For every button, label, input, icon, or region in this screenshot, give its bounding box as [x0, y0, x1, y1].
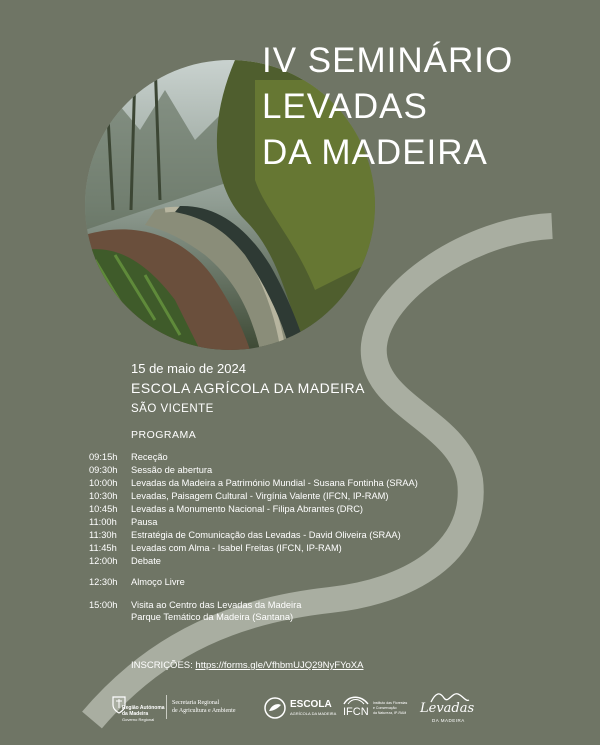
program-time: 11:30h [89, 530, 117, 540]
program-description: Receção [131, 452, 168, 462]
ifcn-name: IFCN [343, 706, 369, 718]
ifcn-sub-3: da Natureza, IP-RAM [373, 711, 407, 715]
escola-name: ESCOLA [290, 699, 332, 710]
program-time: 09:15h [89, 452, 118, 462]
program-description: Levadas, Paisagem Cultural - Virgínia Valente (IFCN, IP-RAM) [131, 491, 389, 501]
program-time: 10:00h [89, 478, 118, 488]
program-description: Pausa [131, 517, 158, 527]
raam-line-1: Região Autónoma [122, 705, 165, 711]
program-row [89, 555, 161, 567]
event-venue: ESCOLA AGRÍCOLA DA MADEIRA [131, 380, 365, 396]
program-row [89, 516, 157, 528]
program-time: 10:45h [89, 504, 118, 514]
program-description: Almoço Livre [131, 577, 185, 587]
registration-link[interactable]: https://forms.gle/VfhbmUJQ29NyFYoXA [195, 660, 364, 671]
program-row [89, 451, 168, 463]
ifcn-sub-2: e Conservação [373, 706, 397, 710]
escola-sub: AGRÍCOLA DA MADEIRA [290, 711, 337, 716]
ifcn-sub-1: Instituto das Florestas [373, 701, 408, 705]
program-row [89, 477, 418, 489]
program-description: Levadas a Monumento Nacional - Filipa Abrantes (DRC) [131, 504, 364, 514]
program-description: Debate [131, 556, 161, 566]
title-line-3: DA MADEIRA [262, 133, 488, 172]
registration-label: INSCRIÇÕES: [131, 660, 193, 671]
program-heading: PROGRAMA [131, 429, 197, 441]
registration-line [131, 660, 363, 671]
raam-line-3: Governo Regional [122, 717, 155, 722]
program-row [89, 542, 342, 554]
seminar-title [262, 38, 513, 176]
program-description: Estratégia de Comunicação das Levadas - David Oliveira (SRAA) [131, 530, 401, 540]
title-line-1: IV SEMINÁRIO [262, 41, 514, 80]
program-time: 11:45h [89, 543, 117, 553]
program-description: Sessão de abertura [131, 465, 213, 475]
logo-separator [166, 695, 167, 719]
program-time: 10:30h [89, 491, 118, 501]
program-description: Visita ao Centro das Levadas da Madeira [131, 600, 302, 610]
program-time: 11:00h [89, 517, 117, 527]
program-row [89, 576, 185, 588]
levadas-name: Levadas [420, 701, 475, 716]
event-town: SÃO VICENTE [131, 403, 214, 415]
levadas-sub: DA MADEIRA [432, 718, 465, 723]
program-row [89, 464, 212, 476]
program-row [89, 599, 301, 611]
program-row [89, 529, 401, 541]
program-time: 09:30h [89, 465, 118, 475]
logo-escola [264, 695, 337, 725]
event-date: 15 de maio de 2024 [131, 361, 246, 376]
program-time: 15:00h [89, 600, 118, 610]
logo-levadas [420, 690, 480, 726]
sraa-line-2: de Agricultura e Ambiente [172, 708, 236, 714]
mountain-arc-icon [343, 693, 369, 705]
program-time: 12:30h [89, 577, 118, 587]
program-description: Levadas da Madeira a Património Mundial - Susana Fontinha (SRAA) [131, 478, 418, 488]
sraa-line-1: Secretaria Regional [172, 700, 220, 706]
logo-ifcn [343, 693, 409, 725]
program-extra-line: Parque Temático da Madeira (Santana) [131, 612, 294, 622]
title-line-2: LEVADAS [262, 87, 428, 126]
leaf-circle-icon [264, 697, 286, 719]
program-description: Levadas com Alma - Isabel Freitas (IFCN, IP-RAM) [131, 543, 342, 553]
program-row [89, 490, 389, 502]
program-time: 12:00h [89, 556, 118, 566]
raam-line-2: da Madeira [122, 711, 149, 717]
program-row [89, 503, 363, 515]
